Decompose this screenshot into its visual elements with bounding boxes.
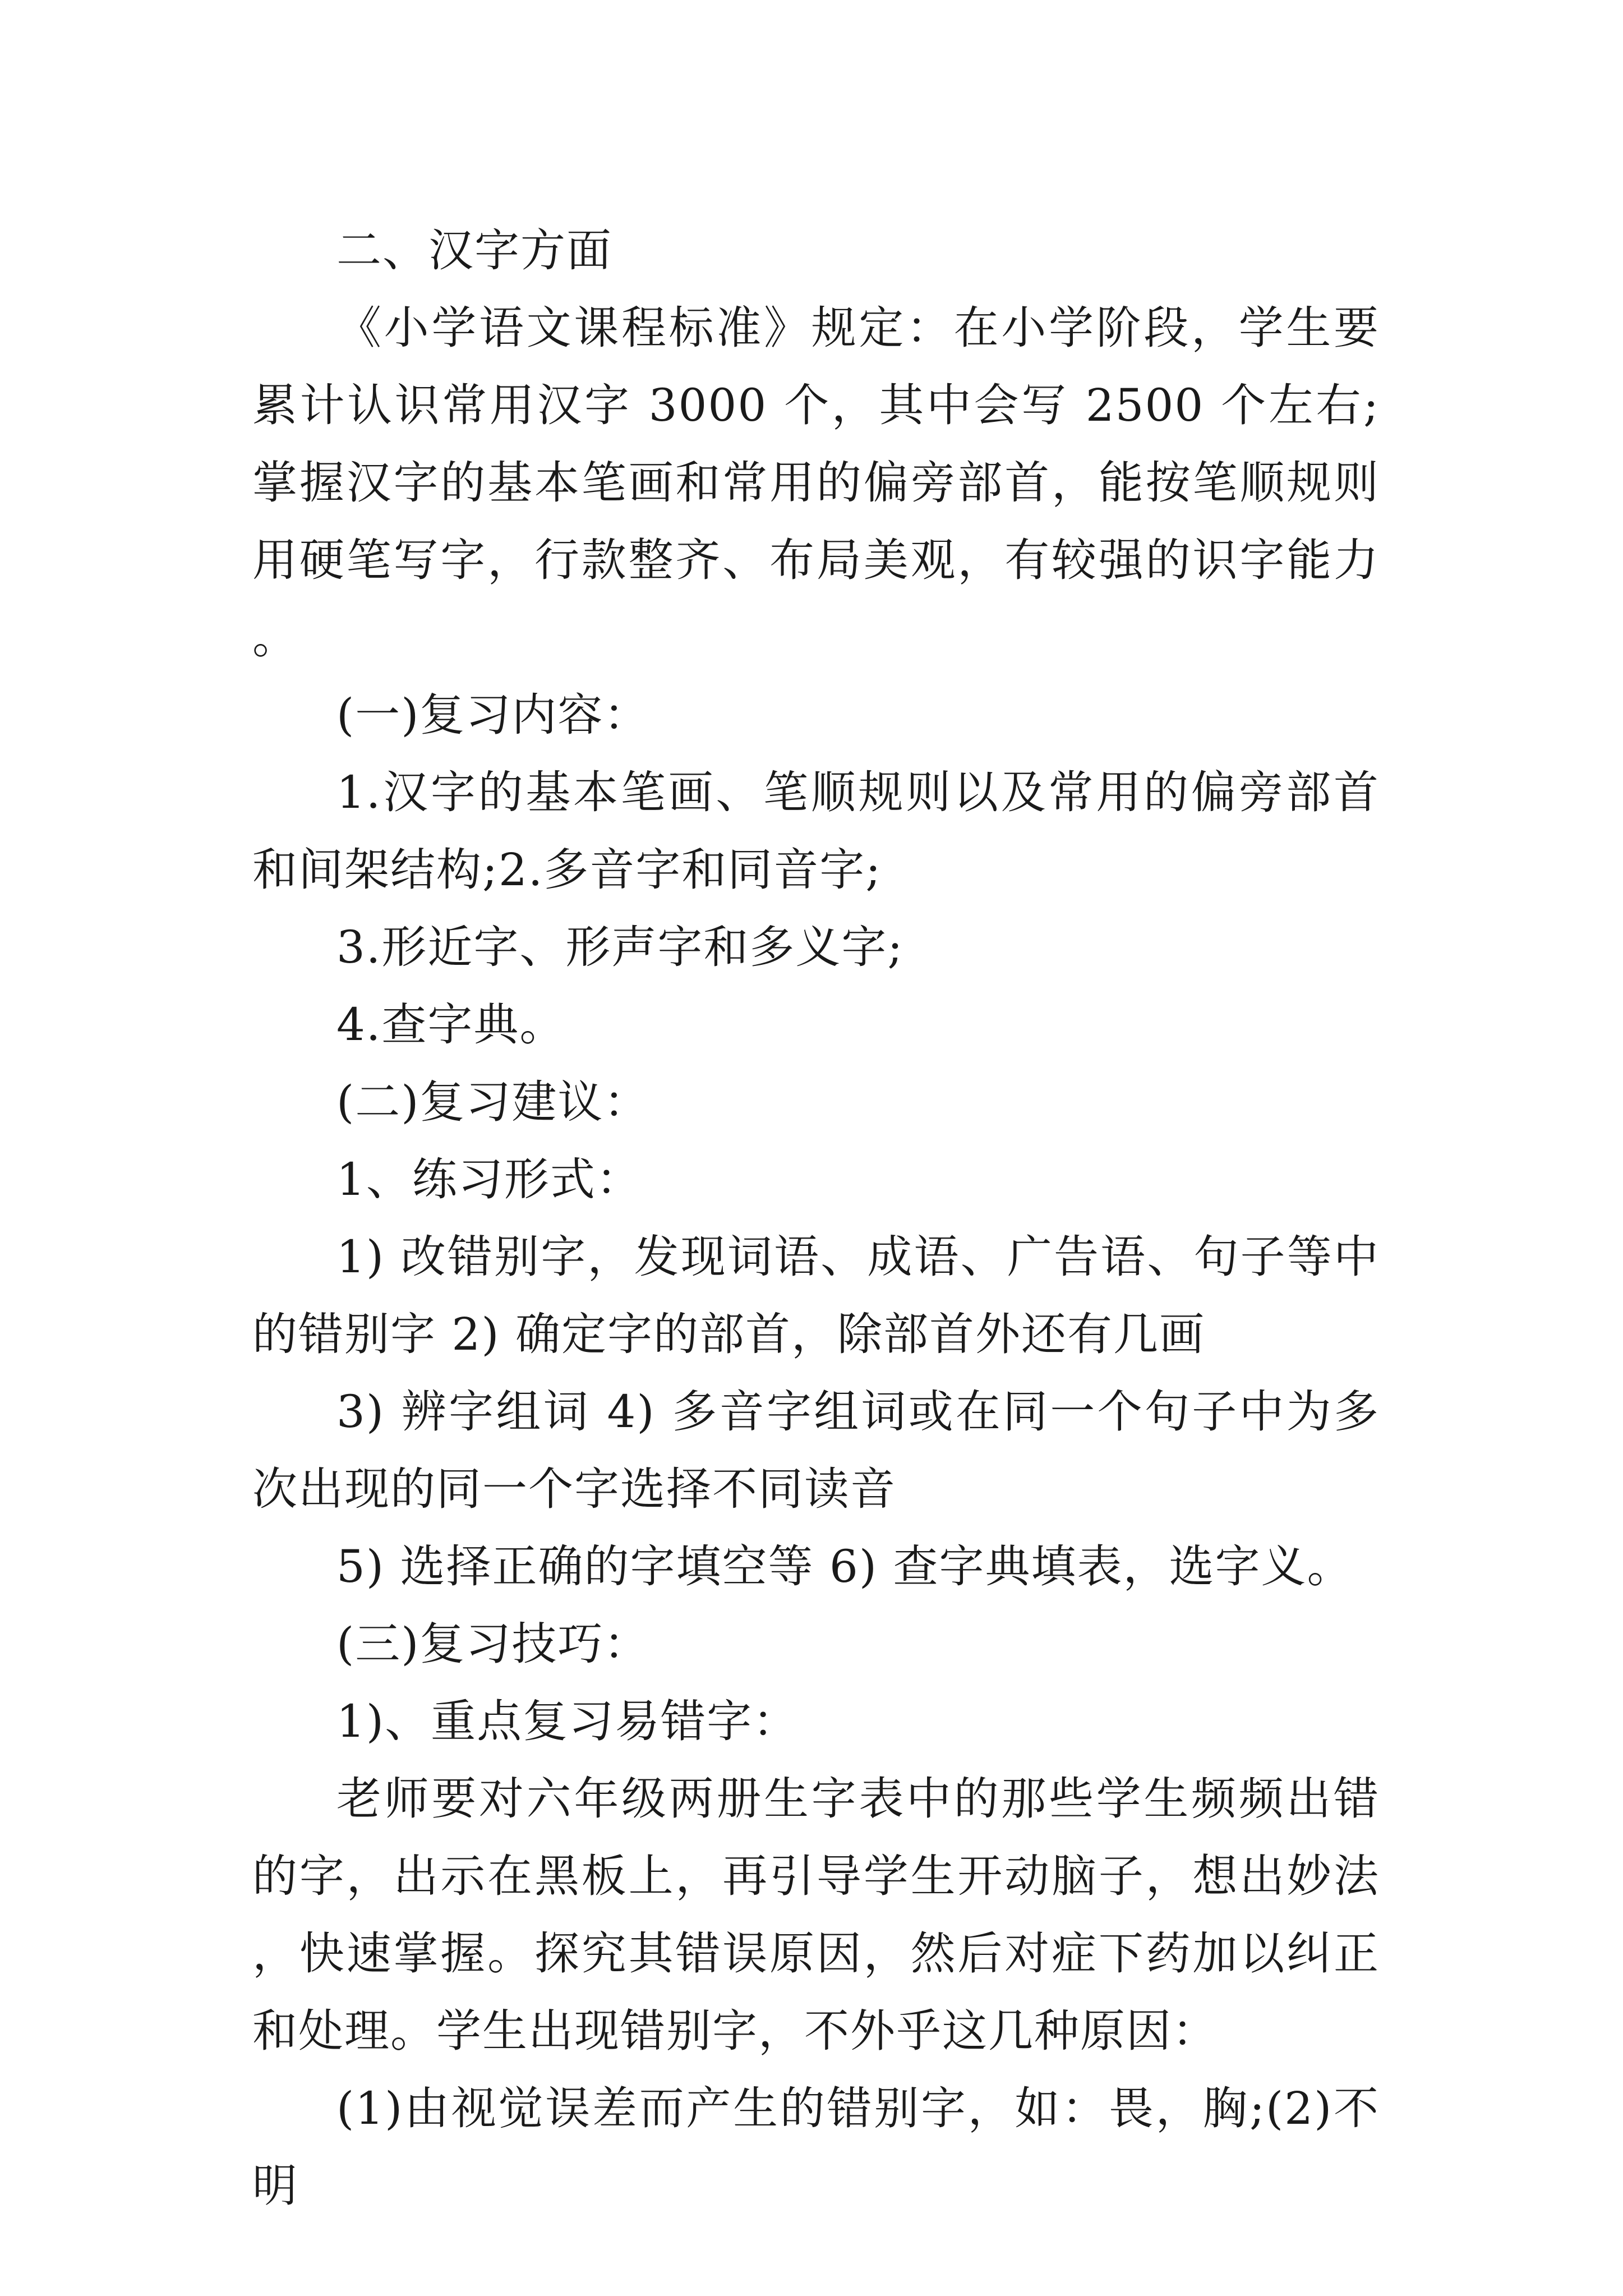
- practice-form-heading: 1、练习形式：: [336, 1153, 642, 1205]
- teacher-guidance-paragraph: 老师要对六年级两册生字表中的那些学生频频出错的字，出示在黑板上，再引导学生开动脑子，想出妙法，快速掌握。探究其错误原因，然后对症下药加以纠正和处理。学生出现错别字，不外乎这几种原因：: [252, 1773, 1380, 2057]
- curriculum-standard-paragraph: 《小学语文课程标准》规定：在小学阶段，学生要累计认识常用汉字 3000 个，其中会写 2500 个左右;掌握汉字的基本笔画和常用的偏旁部首，能按笔顺规则用硬笔写字，行款整齐、布局美观，有较强的识字能力。: [252, 302, 1380, 664]
- error-cause-paragraph: (1)由视觉误差而产生的错别字，如：畏，胸;(2)不明: [252, 2082, 1380, 2212]
- document-body: [252, 212, 1380, 2225]
- practice-form-item-3-4: 3) 辨字组词 4) 多音字组词或在同一个句子中为多次出现的同一个字选择不同读音: [252, 1386, 1380, 1515]
- review-technique-heading: (三)复习技巧：: [336, 1618, 650, 1670]
- technique-item-1-heading: 1)、重点复习易错字：: [336, 1695, 799, 1747]
- review-content-heading: (一)复习内容：: [336, 689, 650, 741]
- practice-form-item-1-2: 1) 改错别字，发现词语、成语、广告语、句子等中的错别字 2) 确定字的部首，除部首外还有几画: [252, 1231, 1380, 1360]
- review-content-item-4: 4.查字典。: [336, 999, 566, 1051]
- review-suggestion-heading: (二)复习建议：: [336, 1076, 650, 1128]
- review-content-item-3: 3.形近字、形声字和多义字;: [336, 921, 904, 973]
- section-heading: 二、汉字方面: [336, 224, 612, 277]
- practice-form-item-5-6: 5) 选择正确的字填空等 6) 查字典填表，选字义。: [336, 1540, 1353, 1593]
- review-content-item-1-2: 1.汉字的基本笔画、笔顺规则以及常用的偏旁部首和间架结构;2.多音字和同音字;: [252, 766, 1380, 896]
